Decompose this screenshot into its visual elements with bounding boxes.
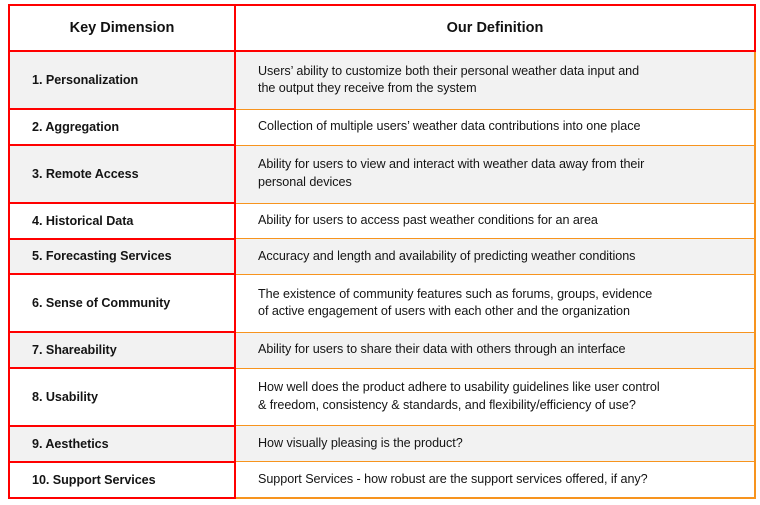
definition-line: Accuracy and length and availability of predicting weather conditions [258, 248, 636, 263]
definition-line: the output they receive from the system [258, 81, 477, 96]
definition-cell [235, 426, 755, 462]
table-row [9, 145, 755, 203]
definition-cell [235, 368, 755, 426]
table-row [9, 239, 755, 275]
table-row [9, 51, 755, 109]
key-dimension-cell: 4. Historical Data [9, 203, 235, 239]
definition-cell [235, 109, 755, 145]
table-row [9, 426, 755, 462]
table-header [9, 5, 755, 51]
key-dimension-cell: 8. Usability [9, 368, 235, 426]
definition-line: The existence of community features such as forums, groups, evidence [258, 286, 653, 301]
definition-cell [235, 274, 755, 332]
key-dimension-cell: 1. Personalization [9, 51, 235, 109]
definition-line: of active engagement of users with each other and the organization [258, 304, 630, 319]
definition-line: & freedom, consistency & standards, and flexibility/efficiency of use? [258, 397, 636, 412]
table-row [9, 203, 755, 239]
definition-line: Ability for users to view and interact with weather data away from their [258, 157, 645, 172]
key-dimension-cell: 9. Aesthetics [9, 426, 235, 462]
definition-line: Ability for users to access past weather conditions for an area [258, 212, 598, 227]
header-row [9, 5, 755, 51]
table-body [9, 51, 755, 498]
table-row [9, 332, 755, 368]
definition-line: Support Services - how robust are the support services offered, if any? [258, 471, 648, 486]
key-dimension-cell: 7. Shareability [9, 332, 235, 368]
key-dimension-cell: 5. Forecasting Services [9, 239, 235, 275]
definition-cell [235, 462, 755, 498]
definition-line: personal devices [258, 175, 352, 190]
key-dimension-cell: 3. Remote Access [9, 145, 235, 203]
definition-cell [235, 145, 755, 203]
definition-cell [235, 203, 755, 239]
definition-cell [235, 332, 755, 368]
key-dimension-cell: 2. Aggregation [9, 109, 235, 145]
table-row [9, 109, 755, 145]
definition-line: How well does the product adhere to usability guidelines like user control [258, 380, 660, 395]
definition-line: How visually pleasing is the product? [258, 435, 463, 450]
table-row [9, 462, 755, 498]
key-dimension-cell: 10. Support Services [9, 462, 235, 498]
key-dimension-cell: 6. Sense of Community [9, 274, 235, 332]
definition-line: Collection of multiple users’ weather data contributions into one place [258, 119, 641, 134]
table-row [9, 274, 755, 332]
table-row [9, 368, 755, 426]
definition-line: Ability for users to share their data with others through an interface [258, 342, 626, 357]
column-header-key-dimension: Key Dimension [9, 5, 235, 51]
definition-cell [235, 239, 755, 275]
definition-line: Users’ ability to customize both their personal weather data input and [258, 63, 640, 78]
key-dimension-definition-table [8, 4, 756, 499]
column-header-our-definition: Our Definition [235, 5, 755, 51]
definition-cell [235, 51, 755, 109]
